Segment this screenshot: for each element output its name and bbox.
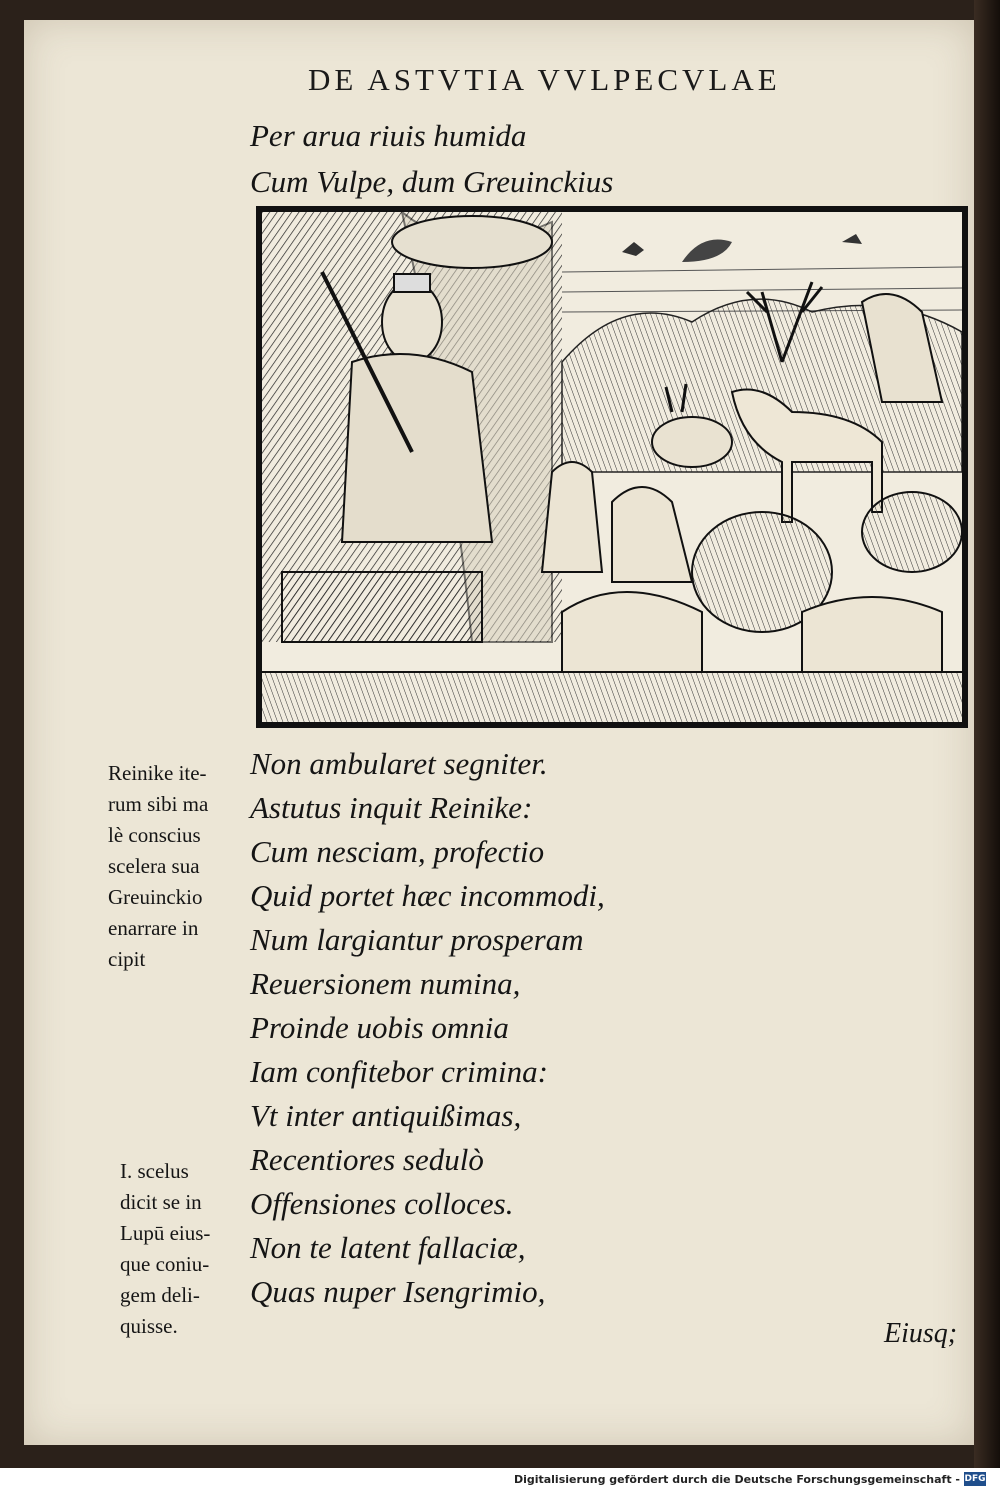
verse-line: Cum nesciam, profectio (250, 834, 545, 869)
marginal-note-line: gem deli- (120, 1283, 200, 1307)
digitization-credit: Digitalisierung gefördert durch die Deutsche Forschungsgemeinschaft - (513, 1473, 960, 1486)
verse-line: Cum Vulpe, dum Greuinckius (250, 164, 614, 199)
verse-line: Num largiantur prosperam (250, 922, 584, 957)
verse-line: Quid portet hæc incommodi, (250, 878, 605, 913)
running-head: DE ASTVTIA VVLPECVLAE (308, 62, 781, 97)
book-spine-edge (974, 0, 1000, 1495)
verse-line: Vt inter antiquißimas, (250, 1098, 522, 1133)
marginal-note-line: Reinike ite- (108, 761, 207, 785)
marginal-note-line: cipit (108, 947, 146, 971)
woodcut-illustration (256, 206, 968, 728)
marginal-note-line: I. scelus (120, 1159, 189, 1183)
woodcut-drawing (262, 212, 962, 722)
verse-line: Quas nuper Isengrimio, (250, 1274, 546, 1309)
marginal-note-line: Lupū eius- (120, 1221, 211, 1245)
marginal-note-line: scelera sua (108, 854, 200, 878)
verse-line: Recentiores sedulò (250, 1142, 484, 1177)
marginal-note-line: que coniu- (120, 1252, 210, 1276)
dfg-logo: DFG (964, 1474, 986, 1484)
verse-line: Reuersionem numina, (250, 966, 521, 1001)
verse-line: Offensiones colloces. (250, 1186, 514, 1221)
marginal-note (108, 758, 248, 975)
verse-line: Iam confitebor crimina: (250, 1054, 548, 1089)
marginal-note (120, 1156, 260, 1342)
verse-line: Per arua riuis humida (250, 118, 527, 153)
verse-line: Astutus inquit Reinike: (250, 790, 533, 825)
marginal-note-line: quisse. (120, 1314, 178, 1338)
marginal-note-line: dicit se in (120, 1190, 202, 1214)
marginal-note-line: Greuinckio (108, 885, 203, 909)
catchword: Eiusq; (884, 1318, 958, 1349)
verse-line: Non te latent fallaciæ, (250, 1230, 526, 1265)
marginal-note-line: enarrare in (108, 916, 199, 940)
marginal-note-line: rum sibi ma (108, 792, 209, 816)
marginal-note-line: lè conscius (108, 823, 201, 847)
verse-line: Non ambularet segniter. (250, 746, 548, 781)
verse-line: Proinde uobis omnia (250, 1010, 509, 1045)
